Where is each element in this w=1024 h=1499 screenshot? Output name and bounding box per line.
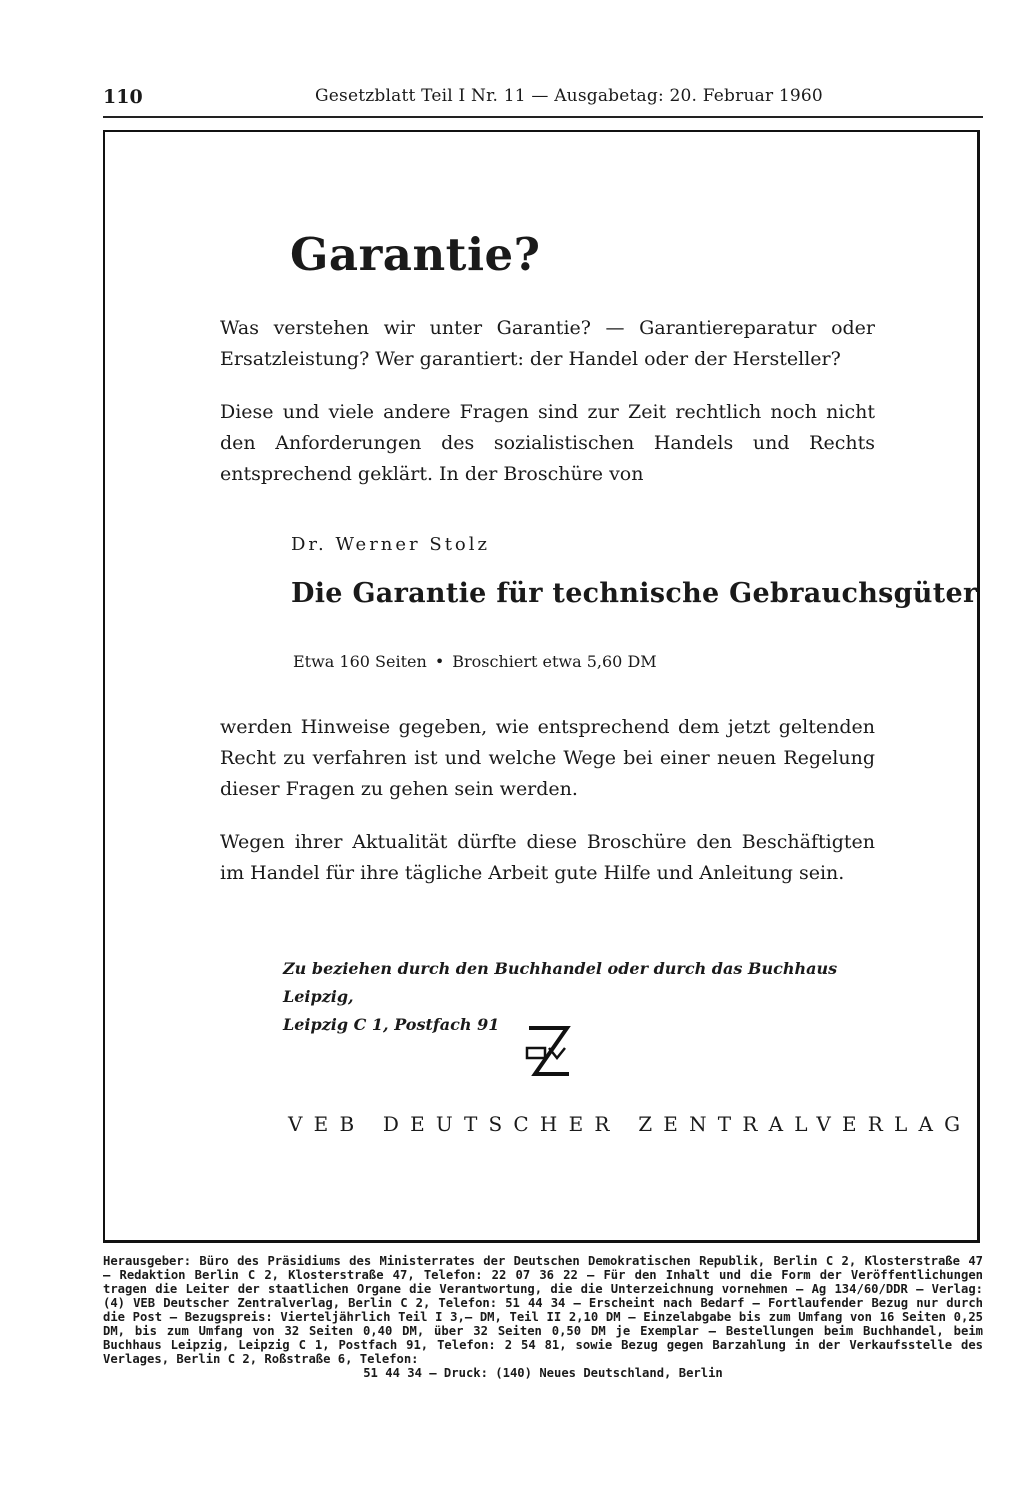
header-rule bbox=[103, 116, 983, 118]
ad-paragraph-1: Was verstehen wir unter Garantie? — Garantiereparatur oder Ersatzleistung? Wer garantiert: der Handel oder der Hersteller? bbox=[220, 317, 875, 370]
ad-paragraph-3: werden Hinweise gegeben, wie entsprechend dem jetzt geltenden Recht zu verfahren ist und welche Wege bei einer neuen Regelung dieser Fragen zu gehen sein werden. bbox=[220, 716, 875, 800]
ad-title: Garantie? bbox=[290, 228, 541, 281]
ad-paragraph-2: Diese und viele andere Fragen sind zur Zeit rechtlich noch nicht den Anforderungen des sozialistischen Handels und Rechts entsprechend geklärt. In der Broschüre von bbox=[220, 401, 875, 485]
page-header bbox=[0, 0, 1024, 120]
imprint-last-line: 51 44 34 — Druck: (140) Neues Deutschland, Berlin bbox=[363, 1366, 723, 1380]
running-head: Gesetzblatt Teil I Nr. 11 — Ausgabetag: 20. Februar 1960 bbox=[315, 86, 823, 106]
book-title: Die Garantie für technische Gebrauchsgüter bbox=[291, 578, 978, 609]
publisher-logo-icon bbox=[523, 1022, 575, 1084]
ad-paragraph-4: Wegen ihrer Aktualität dürfte diese Broschüre den Beschäftigten im Handel für ihre tägliche Arbeit gute Hilfe und Anleitung sein. bbox=[220, 831, 875, 884]
imprint bbox=[103, 1254, 983, 1380]
imprint-text: Herausgeber: Büro des Präsidiums des Ministerrates der Deutschen Demokratischen Republik, Berlin C 2, Klosterstraße 47 — Redaktion Berlin C 2, Klosterstraße 47, Telefon: 22 07 36 22 — Für den Inhalt und die Form der Veröffentlichungen tragen die Leiter der staatlichen Organe die Verantwortung, die die Unterzeichnung vornehmen — Ag 134/60/DDR — Verlag: (4) VEB Deutscher Zentralverlag, Berlin C 2, Telefon: 51 44 34 — Erscheint nach Bedarf — Fortlaufender Bezug nur durch die Post — Bezugspreis: Vierteljährlich Teil I 3,— DM, Teil II 2,10 DM — Einzelabgabe bis zum Umfang von 16 Seiten 0,25 DM, bis zum Umfang von 32 Seiten 0,40 DM, über 32 Seiten 0,50 DM je Exemplar — Bestellungen beim Buchhandel, beim Buchhaus Leipzig, Leipzig C 1, Postfach 91, Telefon: 2 54 81, sowie Bezug gegen Barzahlung in der Verkaufsstelle des Verlages, Berlin C 2, Roßstraße 6, Telefon: bbox=[103, 1254, 983, 1366]
book-info bbox=[293, 652, 657, 671]
book-price: Broschiert etwa 5,60 DM bbox=[452, 652, 657, 671]
order-line-1: Zu beziehen durch den Buchhandel oder durch das Buchhaus Leipzig, bbox=[283, 959, 838, 1006]
advertisement-box bbox=[103, 130, 980, 1243]
bullet-separator: • bbox=[434, 652, 445, 671]
order-info bbox=[283, 955, 883, 1039]
book-author: Dr. Werner Stolz bbox=[291, 534, 491, 555]
publisher-name: VEB DEUTSCHER ZENTRALVERLAG bbox=[288, 1112, 972, 1136]
page-number: 110 bbox=[103, 86, 143, 108]
book-pages: Etwa 160 Seiten bbox=[293, 652, 427, 671]
order-line-2: Leipzig C 1, Postfach 91 bbox=[283, 1015, 500, 1034]
